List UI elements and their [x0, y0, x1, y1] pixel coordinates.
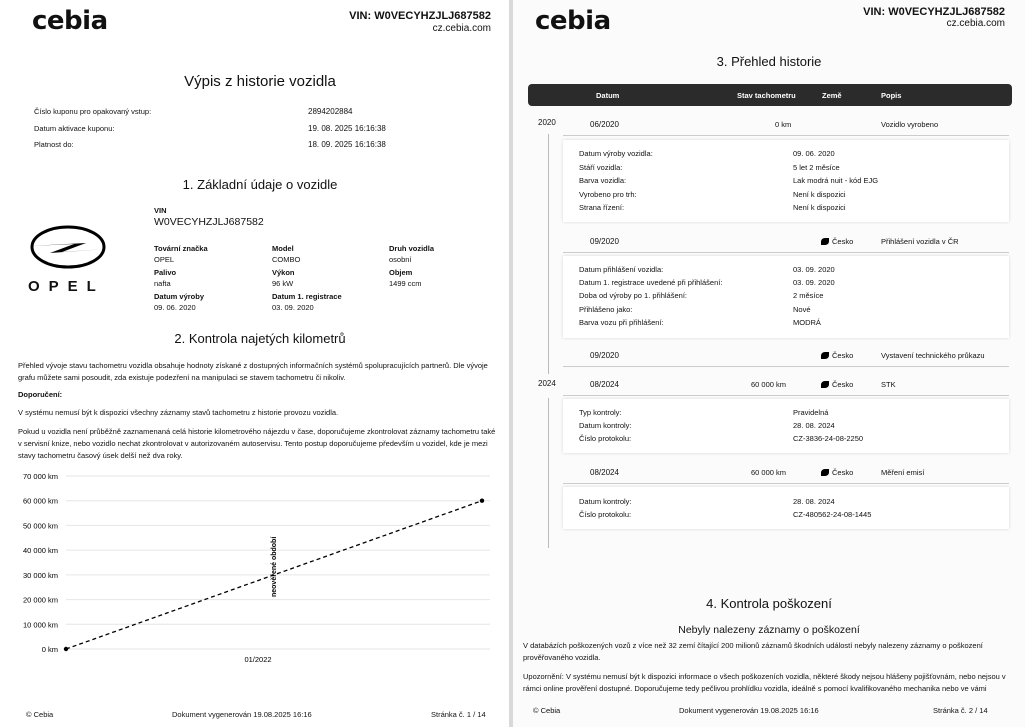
vin-value: W0VECYHZJLJ687582 [154, 216, 264, 228]
detail-label: Barva vozidla: [579, 176, 627, 185]
event-3-desc: Vystavení technického průkazu [881, 351, 985, 360]
event-5-km: 60 000 km [751, 468, 787, 477]
czech-flag-icon [821, 469, 829, 476]
header-description: Popis [881, 91, 902, 100]
czech-flag-icon [821, 381, 829, 388]
cebia-logo: cebia [535, 6, 611, 36]
first-registration-value: 03. 09. 2020 [272, 303, 314, 312]
section-mileage-title: 2. Kontrola najetých kilometrů [174, 331, 346, 346]
detail-value: Není k dispozici [793, 190, 846, 199]
power-label: Výkon [272, 268, 295, 277]
damage-result: Nebyly nalezeny záznamy o poškození [678, 624, 860, 636]
header-date: Datum [596, 91, 620, 100]
event-4-desc: STK [881, 380, 896, 389]
footer-generated: Dokument vygenerován 19.08.2025 16:16 [679, 706, 819, 715]
event-4-date: 08/2024 [590, 380, 619, 389]
data-point [480, 499, 484, 503]
report-page-1 [0, 0, 509, 727]
event-5-date: 08/2024 [590, 468, 619, 477]
mileage-chart [0, 466, 509, 666]
x-tick-label: 01/2022 [244, 655, 272, 664]
detail-value: 5 let 2 měsíce [793, 163, 840, 172]
production-date-label: Datum výroby [154, 292, 205, 301]
detail-value: MODRÁ [793, 318, 821, 327]
validity-label: Platnost do: [34, 140, 74, 149]
event-5-country: Česko [821, 468, 853, 477]
damage-warning: Upozornění: V systému nemusí být k dispozici informace o všech poškozeních vozidla, některé škody nejsou hlášeny pojišťovnám, nebo nejsou v rámci online prověření dostupné. Doporučujeme tedy pečlivou prohlídku vozidla, ideálně s pomocí kvalifikovaného mechanika nebo ve vámi [523, 672, 1006, 693]
page-title: Výpis z historie vozidla [184, 73, 336, 90]
detail-value: 28. 08. 2024 [793, 421, 835, 430]
activation-label: Datum aktivace kuponu: [34, 124, 115, 133]
recommendation-text: V systému nemusí být k dispozici všechny záznamy stavů tachometru z historie provozu vozidla. [18, 408, 339, 417]
mileage-intro-text: Přehled vývoje stavu tachometru vozidla obsahuje hodnoty získané z dostupných informačních systémů spolupracujících partnerů. Dle vývoje grafu můžete sami posoudit, zda existuje podezření na manipulaci se stavem tachometru či nikoliv. [18, 361, 488, 382]
detail-value: Lak modrá nuit - kód EJG [793, 176, 879, 185]
y-tick-label: 70 000 km [22, 472, 58, 481]
detail-value: 2 měsíce [793, 291, 824, 300]
detail-value: Není k dispozici [793, 203, 846, 212]
production-date-value: 09. 06. 2020 [154, 303, 196, 312]
czech-flag-icon [821, 238, 829, 245]
detail-label: Stáří vozidla: [579, 163, 623, 172]
year-2020: 2020 [538, 118, 556, 127]
detail-label: Doba od výroby po 1. přihlášení: [579, 291, 687, 300]
section-history-title: 3. Přehled historie [716, 54, 822, 69]
event-2-date: 09/2020 [590, 237, 619, 246]
event-5-details [563, 487, 1009, 529]
footer-page-number: Stránka č. 2 / 14 [933, 706, 988, 715]
y-tick-label: 0 km [41, 645, 58, 654]
model-value: COMBO [272, 255, 301, 264]
detail-label: Přihlášeno jako: [579, 305, 633, 314]
section-basic-info-title: 1. Základní údaje o vozidle [182, 177, 338, 192]
detail-value: CZ-3836-24-08-2250 [793, 434, 864, 443]
event-1-km: 0 km [775, 120, 792, 129]
detail-label: Datum kontroly: [579, 421, 632, 430]
detail-value: 03. 09. 2020 [793, 278, 835, 287]
detail-label: Barva vozu při přihlášení: [579, 318, 664, 327]
year-2024: 2024 [538, 379, 556, 388]
opel-wordmark: OPEL [28, 278, 105, 295]
event-3-date: 09/2020 [590, 351, 619, 360]
validity-value: 18. 09. 2025 16:16:38 [308, 140, 386, 149]
fuel-label: Palivo [154, 268, 177, 277]
footer-generated: Dokument vygenerován 19.08.2025 16:16 [172, 710, 312, 719]
y-tick-label: 40 000 km [22, 546, 58, 556]
event-3-country: Česko [821, 351, 853, 360]
event-1-details [563, 140, 1009, 222]
y-tick-label: 10 000 km [22, 620, 58, 630]
event-2-country: Česko [821, 237, 853, 246]
first-registration-label: Datum 1. registrace [272, 292, 342, 301]
footer-copyright: © Cebia [533, 706, 561, 715]
event-4-details [563, 399, 1009, 453]
unverified-period-annotation: neověřené období [271, 536, 278, 598]
site-link[interactable]: cz.cebia.com [946, 18, 1005, 29]
footer-page-number: Stránka č. 1 / 14 [431, 710, 486, 719]
site-link[interactable]: cz.cebia.com [432, 23, 491, 34]
y-tick-label: 20 000 km [22, 595, 58, 605]
vin-label: VIN [154, 206, 167, 215]
detail-value: Nové [793, 305, 811, 314]
czech-flag-icon [821, 352, 829, 359]
detail-label: Typ kontroly: [579, 408, 622, 417]
coupon-label: Číslo kuponu pro opakovaný vstup: [34, 107, 152, 116]
timeline-line-2 [548, 398, 549, 548]
fuel-value: nafta [154, 279, 171, 288]
event-4-km: 60 000 km [751, 380, 787, 389]
power-value: 96 kW [272, 279, 294, 288]
section-damage-title: 4. Kontrola poškození [706, 596, 832, 611]
history-table-header [528, 84, 1012, 106]
recommendation-label: Doporučení: [18, 390, 63, 399]
event-2-desc: Přihlášení vozidla v ČR [881, 237, 959, 246]
detail-label: Číslo protokolu: [579, 510, 632, 519]
event-4-country: Česko [821, 380, 853, 389]
report-page-2 [513, 0, 1025, 727]
opel-logo-icon [26, 222, 110, 272]
header-country: Země [822, 91, 842, 100]
brand-value: OPEL [154, 255, 175, 264]
event-1-date: 06/2020 [590, 120, 619, 129]
detail-label: Datum výroby vozidla: [579, 149, 653, 158]
model-label: Model [272, 244, 294, 253]
vehicle-type-label: Druh vozidla [389, 244, 435, 253]
coupon-value: 2894202884 [308, 107, 353, 116]
event-2-details [563, 256, 1009, 338]
damage-description: V databázích poškozených vozů z více než 32 zemí čítající 200 milionů záznamů škodních událostí nebyly nalezeny záznamy o poškození prověřovaného vozidla. [523, 641, 983, 662]
detail-label: Číslo protokolu: [579, 434, 632, 443]
detail-label: Strana řízení: [579, 203, 625, 212]
event-1-desc: Vozidlo vyrobeno [881, 120, 939, 129]
row-divider [563, 366, 1009, 367]
service-book-text: Pokud u vozidla není průběžně zaznamenaná celá historie kilometrového nájezdu v čase, doporučujeme zkontrolovat záznamy tachometru také v servisní knize, nebo vozidlo nechat zkontrolovat v autorizovaném autoservisu. Tento postup doporučujeme především u vozidel, kde je mezi stavy tachometru časový úsek delší než dva roky. [18, 427, 496, 460]
detail-value: CZ-480562-24-08-1445 [793, 510, 872, 519]
detail-label: Datum 1. registrace uvedené při přihlášení: [579, 278, 723, 287]
row-divider [563, 395, 1009, 396]
detail-value: Pravidelná [793, 408, 829, 417]
detail-value: 03. 09. 2020 [793, 265, 835, 274]
timeline-line [548, 134, 549, 374]
activation-value: 19. 08. 2025 16:16:38 [308, 124, 386, 133]
volume-value: 1499 ccm [389, 279, 422, 288]
vin-header: VIN: W0VECYHZJLJ687582 [349, 10, 491, 22]
data-point [64, 647, 68, 651]
y-tick-label: 50 000 km [22, 521, 58, 531]
detail-label: Vyrobeno pro trh: [579, 190, 637, 199]
header-odometer: Stav tachometru [737, 91, 796, 100]
detail-label: Datum přihlášení vozidla: [579, 265, 664, 274]
volume-label: Objem [389, 268, 413, 277]
detail-value: 28. 08. 2024 [793, 497, 835, 506]
row-divider [563, 483, 1009, 484]
vin-header: VIN: W0VECYHZJLJ687582 [863, 6, 1005, 18]
cebia-logo: cebia [32, 6, 108, 36]
row-divider [563, 135, 1009, 136]
brand-label: Tovární značka [154, 244, 208, 253]
detail-value: 09. 06. 2020 [793, 149, 835, 158]
vehicle-type-value: osobní [389, 255, 412, 264]
footer-copyright: © Cebia [26, 710, 54, 719]
event-5-desc: Měření emisí [881, 468, 925, 477]
row-divider [563, 252, 1009, 253]
y-tick-label: 30 000 km [22, 570, 58, 580]
detail-label: Datum kontroly: [579, 497, 632, 506]
y-tick-label: 60 000 km [22, 496, 58, 506]
